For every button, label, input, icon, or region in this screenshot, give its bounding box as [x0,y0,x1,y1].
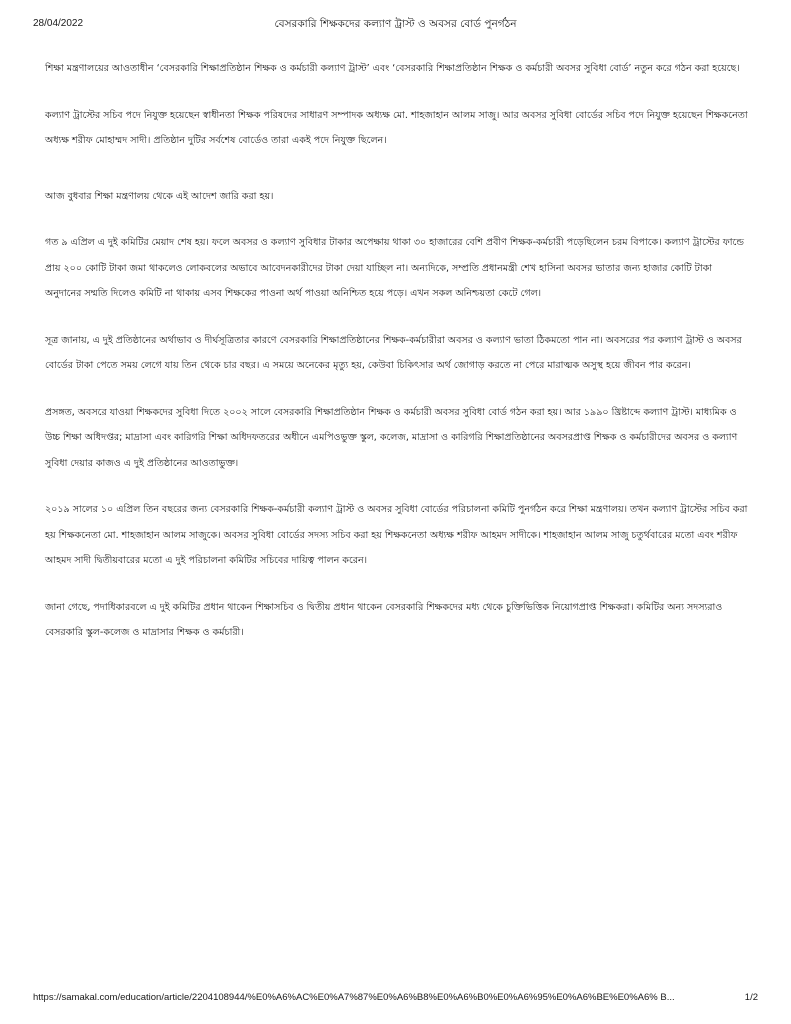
source-url[interactable]: https://samakal.com/education/article/2204108944/%E0%A6%AC%E0%A7%87%E0%A6%B8%E0%A6%B0%E0%A6%95%E0%A6%BE%E0%A6% B... [33,992,675,1003]
article-paragraph: প্রসঙ্গত, অবসরে যাওয়া শিক্ষকদের সুবিধা দিতে ২০০২ সালে বেসরকারি শিক্ষাপ্রতিষ্ঠান শিক্ষক ও কর্মচারী অবসর সুবিধা বোর্ড গঠন করা হয়। আর ১৯৯০ খ্রিষ্টাব্দে কল্যাণ ট্রাস্ট। মাধ্যমিক ও উচ্চ শিক্ষা অধিদপ্তর; মাদ্রাসা এবং কারিগরি শিক্ষা অধিদফতরের অধীনে এমপিওভুক্ত স্কুল, কলেজ, মাদ্রাসা ও কারিগরি শিক্ষাপ্রতিষ্ঠানের অবসরপ্রাপ্ত শিক্ষক ও কর্মচারীদের অবসর ও কল্যাণ সুবিধা দেয়ার কাজও এ দুই প্রতিষ্ঠানের আওতাভুক্ত। [45,406,738,469]
article-body [45,56,751,667]
article-paragraph: কল্যাণ ট্রাস্টের সচিব পদে নিযুক্ত হয়েছেন স্বাধীনতা শিক্ষক পরিষদের সাধারণ সম্পাদক অধ্যক্ষ মো. শাহজাহান আলম সাজু। আর অবসর সুবিধা বোর্ডের সচিব পদে নিযুক্ত হয়েছেন শিক্ষকনেতা অধ্যক্ষ শরীফ মোহাম্মদ সাদী। প্রতিষ্ঠান দুটির সর্বশেষ বোর্ডেও তারা একই পদে নিযুক্ত ছিলেন। [45,109,748,146]
page-title: বেসরকারি শিক্ষকদের কল্যাণ ট্রাস্ট ও অবসর বোর্ড পুনর্গঠন [274,18,517,30]
article-paragraph: শিক্ষা মন্ত্রণালয়ের আওতাধীন ‘বেসরকারি শিক্ষাপ্রতিষ্ঠান শিক্ষক ও কর্মচারী কল্যাণ ট্রাস্ট’ এবং ‘বেসরকারি শিক্ষাপ্রতিষ্ঠান শিক্ষক ও কর্মচারী অবসর সুবিধা বোর্ড’ নতুন করে গঠন করা হয়েছে। [45,63,740,74]
article-paragraph: গত ৯ এপ্রিল এ দুই কমিটির মেয়াদ শেষ হয়। ফলে অবসর ও কল্যাণ সুবিধার টাকার অপেক্ষায় থাকা ৩০ হাজারের বেশি প্রবীণ শিক্ষক-কর্মচারী পড়েছিলেন চরম বিপাকে। কল্যাণ ট্রাস্টের ফান্ডে প্রায় ২০০ কোটি টাকা জমা থাকলেও লোকবলের অভাবে আবেদনকারীদের টাকা দেয়া যাচ্ছিল না। অন্যদিকে, সম্প্রতি প্রধানমন্ত্রী শেখ হাসিনা অবসর ভাতার জন্য হাজার কোটি টাকা অনুদানের সম্মতি দিলেও কমিটি না থাকায় এসব শিক্ষকের পাওনা অর্থ পাওয়া অনিশ্চিত হয়ে পড়ে। এখন সকল অনিশ্চয়তা কেটে গেল। [45,237,744,299]
article-paragraph: জানা গেছে, পদাধিকারবলে এ দুই কমিটির প্রধান থাকেন শিক্ষাসচিব ও দ্বিতীয় প্রধান থাকেন বেসরকারি শিক্ষকদের মধ্য থেকে চুক্তিভিত্তিক নিয়োগপ্রাপ্ত শিক্ষকরা। কমিটির অন্য সদস্যরাও বেসরকারি স্কুল-কলেজ ও মাদ্রাসার শিক্ষক ও কর্মচারী। [45,601,723,638]
print-date: 28/04/2022 [33,18,84,29]
article-paragraph: আজ বুধবার শিক্ষা মন্ত্রণালয় থেকে এই আদেশ জারি করা হয়। [45,190,274,202]
page-number: 1/2 [744,992,758,1003]
article-paragraph: ২০১৯ সালের ১০ এপ্রিল তিন বছরের জন্য বেসরকারি শিক্ষক-কর্মচারী কল্যাণ ট্রাস্ট ও অবসর সুবিধা বোর্ডের পরিচালনা কমিটি পুনর্গঠন করে শিক্ষা মন্ত্রণালয়। তখন কল্যাণ ট্রাস্টের সচিব করা হয় শিক্ষকনেতা মো. শাহজাহান আলম সাজুকে। অবসর সুবিধা বোর্ডের সদস্য সচিব করা হয় শিক্ষকনেতা অধ্যক্ষ শরীফ আহমদ সাদীকে। শাহজাহান আলম সাজু চতুর্থবারের মতো এবং শরীফ আহমদ সাদী দ্বিতীয়বারের মতো এ দুই পরিচালনা কমিটির সচিবের দায়িত্ব পালন করেন। [45,504,748,566]
article-paragraph: সূত্র জানায়, এ দুই প্রতিষ্ঠানের অর্থাভাব ও দীর্ঘসূত্রিতার কারণে বেসরকারি শিক্ষাপ্রতিষ্ঠানের শিক্ষক-কর্মচারীরা অবসর ও কল্যাণ ভাতা ঠিকমতো পান না। অবসরের পর কল্যাণ ট্রাস্ট ও অবসর বোর্ডের টাকা পেতে সময় লেগে যায় তিন থেকে চার বছর। এ সময়ে অনেকের মৃত্যু হয়, কেউবা চিকিৎসার অর্থ জোগাড় করতে না পেরে মারাত্মক অসুস্থ হয়ে জীবন পার করেন। [45,334,742,371]
